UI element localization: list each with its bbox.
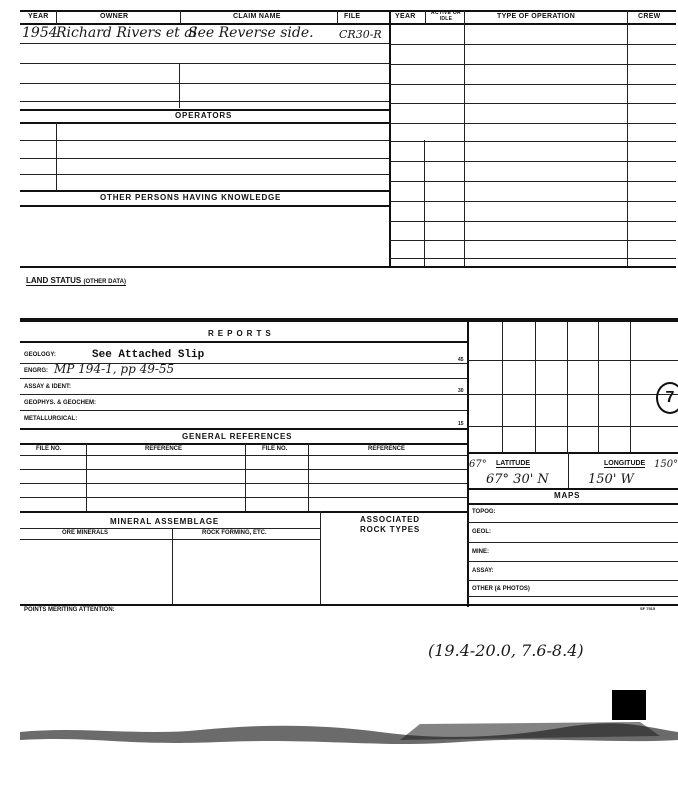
rock-forming-label: ROCK FORMING, ETC. <box>202 530 267 536</box>
divider <box>56 122 57 190</box>
row-line <box>389 161 676 162</box>
row-line <box>20 469 468 470</box>
header-file: FILE <box>344 13 361 20</box>
longitude-label: LONGITUDE <box>604 460 646 467</box>
geology-label: GEOLOGY: <box>24 352 56 358</box>
lon-suffix: 150° <box>654 459 678 470</box>
maps-topog: TOPOG: <box>472 509 496 515</box>
header-year: YEAR <box>28 13 49 20</box>
divider <box>337 10 338 24</box>
divider <box>467 488 678 490</box>
grid-line <box>467 394 678 395</box>
entry-year: 1954 <box>22 25 58 41</box>
divider <box>425 10 426 24</box>
row-line <box>20 63 389 64</box>
divider <box>56 10 57 24</box>
row-line <box>20 101 389 102</box>
header-crew: CREW <box>638 13 661 20</box>
header-type-of-operation: TYPE OF OPERATION <box>497 13 576 20</box>
row-line <box>389 240 676 241</box>
row-line <box>20 497 468 498</box>
divider <box>245 443 246 511</box>
grid-line <box>535 322 536 452</box>
ref-file-no-1: FILE NO. <box>36 446 62 452</box>
grid-line <box>630 322 631 452</box>
scan-noise-band <box>20 718 678 748</box>
entry-file: CR30-R <box>339 28 382 41</box>
engrg-label: ENGRG: <box>24 368 48 374</box>
grid-line <box>467 360 678 361</box>
land-status-sub: (OTHER DATA) <box>83 279 126 285</box>
latitude-label: LATITUDE <box>496 460 531 467</box>
row-line <box>20 410 468 411</box>
row-line <box>389 221 676 222</box>
reports-title: REPORTS <box>208 329 275 338</box>
divider <box>20 428 468 430</box>
divider <box>424 140 425 266</box>
row-line <box>20 455 468 456</box>
row-line <box>389 201 676 202</box>
row-line <box>467 580 678 581</box>
divider <box>464 10 465 266</box>
longitude-value: 150' W <box>588 472 634 487</box>
divider <box>20 122 389 124</box>
row-line <box>467 542 678 543</box>
row-line <box>389 44 676 45</box>
divider <box>180 10 181 24</box>
grid-line <box>502 322 503 452</box>
row-line <box>20 140 389 141</box>
engrg-value: MP 194-1, pp 49-55 <box>54 362 175 376</box>
black-block <box>612 690 646 720</box>
ref-reference-2: REFERENCE <box>368 446 406 452</box>
entry-claim-name: See Reverse side. <box>188 25 314 41</box>
divider <box>179 63 180 108</box>
assay-label: ASSAY & IDENT: <box>24 384 72 390</box>
row-line <box>389 141 676 142</box>
maps-geol: GEOL: <box>472 529 491 535</box>
maps-other: OTHER (& PHOTOS) <box>472 586 530 592</box>
row-line <box>389 84 676 85</box>
divider <box>20 341 468 343</box>
divider <box>20 528 320 529</box>
divider <box>20 266 676 268</box>
divider <box>20 511 468 513</box>
row-line <box>389 181 676 182</box>
row-line <box>20 43 389 44</box>
points-label: POINTS MERITING ATTENTION: <box>24 607 115 613</box>
divider <box>20 190 389 192</box>
mineral-assemblage-title: MINERAL ASSEMBLAGE <box>110 517 220 526</box>
other-persons-title: OTHER PERSONS HAVING KNOWLEDGE <box>100 193 282 202</box>
divider-band <box>20 318 678 322</box>
circle-mark: 7 <box>656 382 678 414</box>
lat-prefix: 67° <box>469 459 487 470</box>
header-claim-name: CLAIM NAME <box>233 13 281 20</box>
row-line <box>467 561 678 562</box>
form-number: SF 7515 <box>640 606 656 611</box>
ore-minerals-label: ORE MINERALS <box>62 530 109 536</box>
row-line <box>467 522 678 523</box>
divider <box>20 10 676 12</box>
assay-num: 30 <box>458 388 464 394</box>
divider <box>320 511 321 604</box>
divider <box>20 539 320 540</box>
metallurgical-label: METALLURGICAL: <box>24 416 78 422</box>
associated-line1: ASSOCIATED <box>360 515 420 524</box>
divider <box>20 443 468 445</box>
ref-reference-1: REFERENCE <box>145 446 183 452</box>
divider <box>627 10 628 266</box>
geophys-label: GEOPHYS. & GEOCHEM: <box>24 400 97 406</box>
divider <box>389 10 391 266</box>
geology-value: See Attached Slip <box>92 349 205 361</box>
grid-line <box>567 322 568 452</box>
divider <box>172 528 173 604</box>
maps-title: MAPS <box>554 491 581 500</box>
ref-file-no-2: FILE NO. <box>262 446 288 452</box>
divider <box>568 452 569 488</box>
row-line <box>20 394 468 395</box>
general-references-title: GENERAL REFERENCES <box>182 432 293 441</box>
row-line <box>20 83 389 84</box>
divider <box>20 205 389 207</box>
header-owner: OWNER <box>100 13 129 20</box>
row-line <box>20 483 468 484</box>
divider <box>308 443 309 511</box>
row-line <box>467 596 678 597</box>
row-line <box>20 378 468 379</box>
entry-owner: Richard Rivers et al <box>56 25 198 41</box>
row-line <box>389 103 676 104</box>
row-line <box>20 174 389 175</box>
row-line <box>389 258 676 259</box>
row-line <box>389 123 676 124</box>
geology-num: 45 <box>458 357 464 363</box>
header-year-2: YEAR <box>395 13 416 20</box>
header-active-or-idle: ACTIVE OR IDLE <box>431 10 461 22</box>
divider <box>20 604 678 606</box>
divider <box>467 452 678 454</box>
operators-title: OPERATORS <box>175 111 233 120</box>
land-status-label <box>26 276 126 286</box>
maps-assay: ASSAY: <box>472 568 494 574</box>
divider <box>86 443 87 511</box>
land-status-label-text: LAND STATUS <box>26 276 82 285</box>
row-line <box>389 64 676 65</box>
latitude-value: 67° 30' N <box>486 472 549 487</box>
row-line <box>20 158 389 159</box>
handwritten-note: (19.4-20.0, 7.6-8.4) <box>428 641 584 660</box>
maps-mine: MINE: <box>472 549 489 555</box>
metallurgical-num: 15 <box>458 421 464 427</box>
grid-line <box>598 322 599 452</box>
grid-line <box>467 426 678 427</box>
associated-line2: ROCK TYPES <box>360 525 421 534</box>
divider <box>467 503 678 505</box>
